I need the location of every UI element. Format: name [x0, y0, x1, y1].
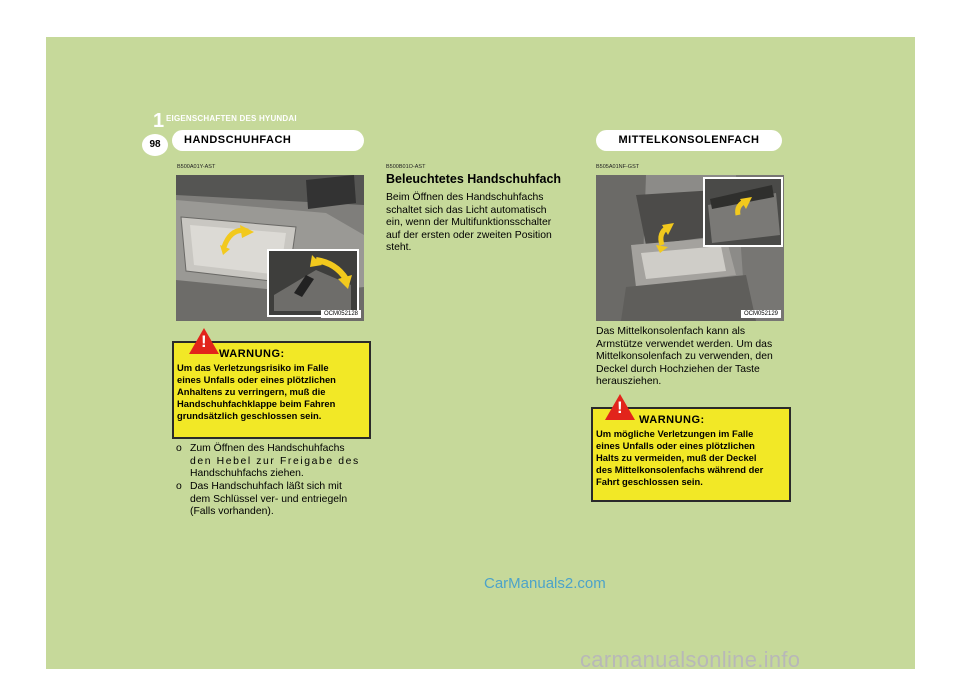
warning-icon: ! — [189, 328, 219, 354]
warning-box — [591, 398, 791, 502]
chapter-number: 1 — [153, 110, 165, 132]
warning-title: WARNUNG: — [219, 348, 285, 360]
section-title: HANDSCHUHFACH — [184, 134, 292, 146]
warning-text: Um das Verletzungsrisiko im Falle eines Unfalls oder eines plötzlichen Anhaltens zu verringern, muß die Handschuhfachklappe beim Fahren grundsätzlich geschlossen sein. — [177, 362, 336, 421]
chapter-title: EIGENSCHAFTEN DES HYUNDAI — [166, 114, 297, 123]
glovebox-photo — [176, 175, 364, 321]
section-tab-handschuhfach — [172, 130, 364, 151]
page-number: 98 — [142, 134, 168, 156]
photo-label: OCM052128 — [321, 310, 361, 318]
list-bullet: o — [176, 481, 182, 492]
section-code: B500A01Y-AST — [177, 164, 216, 170]
console-illustration — [596, 175, 784, 321]
console-photo — [596, 175, 784, 321]
section-tab-mittelkonsolenfach — [596, 130, 782, 151]
warning-text: Um mögliche Verletzungen im Falle eines Unfalls oder eines plötzlichen Halts zu vermeiden, muß der Deckel des Mittelkonsolenfachs während der Fahrt geschlossen sein. — [596, 428, 764, 487]
warning-title: WARNUNG: — [639, 414, 705, 426]
list-item — [176, 481, 364, 521]
section-title: MITTELKONSOLENFACH — [618, 134, 760, 146]
list-item-text: Das Handschuhfach läßt sich mit dem Schlüssel ver- und entriegeln (Falls vorhanden). — [190, 481, 348, 517]
list-item-text: Zum Öffnen des Handschuhfachs den Hebel zur Freigabe des Handschuhfachs ziehen. — [190, 443, 360, 479]
section-code: B500B01O-AST — [386, 164, 426, 170]
list-bullet: o — [176, 443, 182, 454]
watermark-carmanuals[interactable]: CarManuals2.com — [484, 575, 606, 592]
list-item — [176, 443, 364, 483]
paragraph: Beim Öffnen des Handschuhfachs schaltet sich das Licht automatisch ein, wenn der Multifunktionsschalter auf der ersten oder zweiten Position steht. — [386, 192, 552, 253]
paragraph: Das Mittelkonsolenfach kann als Armstütze verwendet werden. Um das Mittelkonsolenfach zu verwenden, den Deckel durch Hochziehen der Taste herausziehen. — [596, 326, 773, 387]
warning-icon: ! — [605, 394, 635, 420]
section-code: B505A01NF-GST — [596, 164, 640, 170]
glovebox-illustration — [176, 175, 364, 321]
warning-box — [172, 332, 371, 439]
section-heading: Beleuchtetes Handschuhfach — [386, 172, 562, 186]
photo-label: OCM052129 — [741, 310, 781, 318]
watermark-carmanualsonline[interactable]: carmanualsonline.info — [580, 647, 801, 672]
